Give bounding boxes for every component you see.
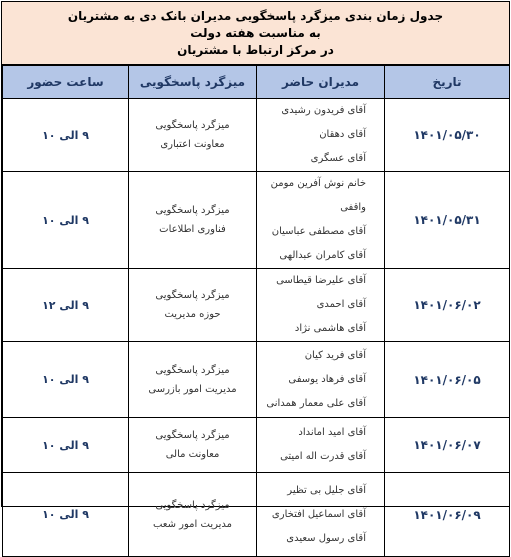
- header-managers: مدیران حاضر: [257, 66, 385, 99]
- manager-name: آقای هاشمی نژاد: [294, 323, 366, 334]
- date-cell: ۱۴۰۱/۰۶/۰۵: [385, 342, 510, 418]
- table-header-row: [3, 66, 510, 99]
- manager-name: آقای امید امانداد: [298, 427, 366, 438]
- manager-name: آقای مصطفی عباسیان: [271, 226, 366, 237]
- title-line-3: در مرکز ارتباط با مشتریان: [177, 42, 334, 57]
- panel-title: میزگرد پاسخگویی: [155, 205, 230, 216]
- date-cell: ۱۴۰۱/۰۶/۰۷: [385, 418, 510, 473]
- panel-cell: [129, 269, 257, 342]
- manager-name: آقای عسگری: [310, 153, 366, 164]
- manager-name: آقای کامران عبدالهی: [279, 250, 366, 261]
- managers-cell: [257, 418, 385, 473]
- managers-cell: [257, 342, 385, 418]
- time-cell: ۹ الی ۱۰: [3, 342, 129, 418]
- header-time: ساعت حضور: [3, 66, 129, 99]
- manager-name: آقای فریدون رشیدی: [281, 105, 366, 116]
- table-row: [3, 473, 510, 557]
- title-line-1: جدول زمان بندی میزگرد پاسخگویی مدیران بانک دی به مشتریان: [67, 8, 444, 23]
- date-cell: ۱۴۰۱/۰۵/۳۰: [385, 99, 510, 172]
- schedule-document: [1, 1, 510, 544]
- panel-title: میزگرد پاسخگویی: [155, 430, 230, 441]
- table-row: [3, 99, 510, 172]
- schedule-table: [2, 65, 510, 557]
- panel-department: معاونت اعتباری: [160, 139, 225, 150]
- panel-department: مدیریت امور شعب: [152, 518, 233, 530]
- managers-cell: [257, 172, 385, 269]
- managers-cell: [257, 473, 385, 557]
- manager-name: آقای جلیل بی تظیر: [287, 484, 366, 496]
- table-row: [3, 172, 510, 269]
- header-date: تاریخ: [385, 66, 510, 99]
- date-cell: ۱۴۰۱/۰۶/۰۹: [385, 473, 510, 557]
- table-row: [3, 418, 510, 473]
- title-block: [2, 2, 509, 65]
- panel-cell: [129, 342, 257, 418]
- header-panel: میزگرد پاسخگویی: [129, 66, 257, 99]
- time-cell: ۹ الی ۱۰: [3, 418, 129, 473]
- date-cell: ۱۴۰۱/۰۵/۳۱: [385, 172, 510, 269]
- manager-name: آقای علی معمار همدانی: [266, 397, 366, 409]
- manager-name: آقای فرید کیان: [304, 349, 366, 361]
- time-cell: ۹ الی ۱۲: [3, 269, 129, 342]
- panel-cell: [129, 99, 257, 172]
- table-row: [3, 269, 510, 342]
- table-row: [3, 342, 510, 418]
- manager-name: آقای دهقان: [319, 129, 366, 140]
- panel-title: میزگرد پاسخگویی: [155, 120, 230, 131]
- panel-department: فناوری اطلاعات: [159, 224, 226, 235]
- time-cell: ۹ الی ۱۰: [3, 99, 129, 172]
- panel-department: مدیریت امور بازرسی: [148, 383, 237, 395]
- title-line-2: به مناسبت هفته دولت: [190, 25, 321, 40]
- manager-name: خانم نوش آفرین مومن واقفی: [270, 178, 366, 213]
- panel-cell: [129, 473, 257, 557]
- manager-name: آقای علیرضا قیطاسی: [276, 275, 366, 286]
- panel-title: میزگرد پاسخگویی: [155, 364, 230, 376]
- managers-cell: [257, 269, 385, 342]
- manager-name: آقای احمدی: [316, 299, 366, 310]
- manager-name: آقای اسماعیل افتخاری: [271, 508, 366, 520]
- panel-title: میزگرد پاسخگویی: [155, 290, 230, 301]
- manager-name: آقای فرهاد یوسفی: [288, 373, 366, 385]
- manager-name: آقای رسول سعیدی: [286, 532, 366, 544]
- panel-department: معاونت مالی: [165, 449, 220, 460]
- panel-cell: [129, 172, 257, 269]
- panel-cell: [129, 418, 257, 473]
- time-cell: ۹ الی ۱۰: [3, 172, 129, 269]
- panel-title: میزگرد پاسخگویی: [155, 499, 230, 511]
- panel-department: حوزه مدیریت: [164, 309, 221, 320]
- managers-cell: [257, 99, 385, 172]
- manager-name: آقای قدرت اله امیتی: [280, 451, 366, 462]
- time-cell: ۹ الی ۱۰: [3, 473, 129, 557]
- date-cell: ۱۴۰۱/۰۶/۰۲: [385, 269, 510, 342]
